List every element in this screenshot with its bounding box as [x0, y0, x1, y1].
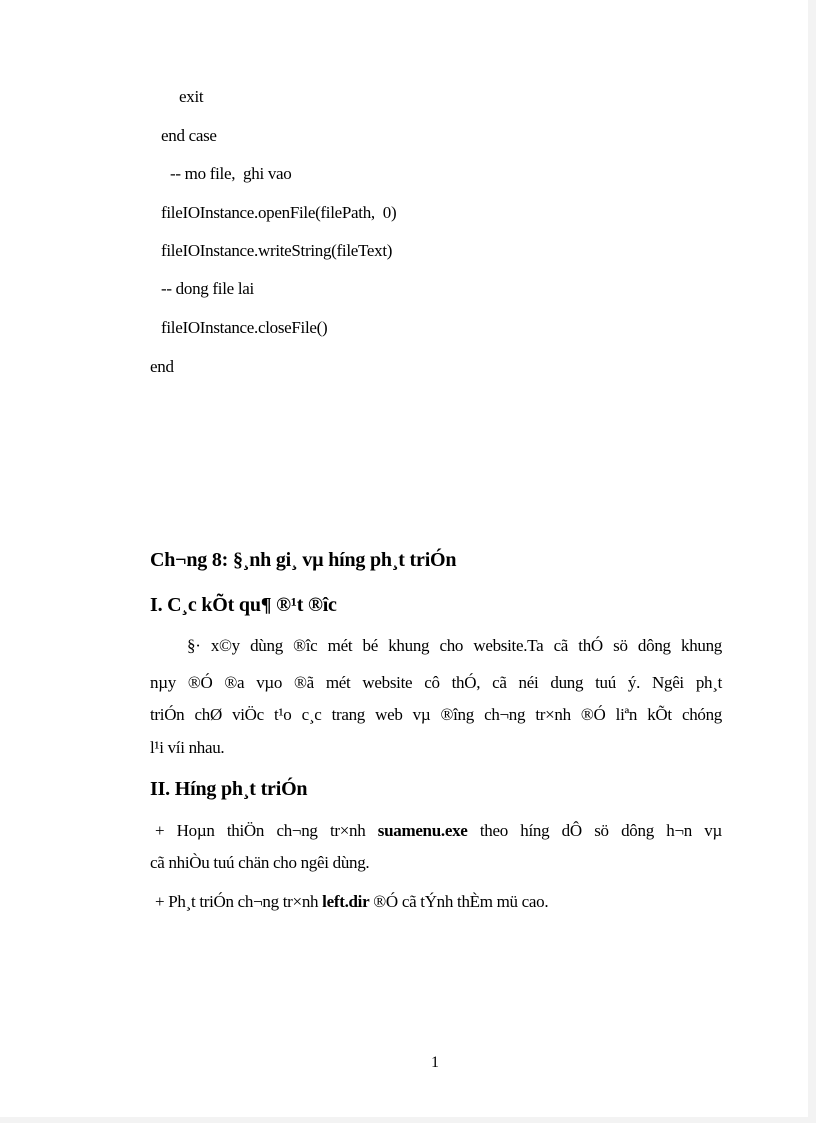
- code-line: exit: [179, 87, 204, 106]
- code-line: fileIOInstance.writeString(fileText): [161, 241, 393, 260]
- code-line: -- mo file, ghi vao: [170, 164, 292, 183]
- paragraph-line: triÓn chØ viÖc t¹o c¸c trang web vµ ®îng ch¬ng tr×nh ®Ó liªn kÕt chóng: [150, 705, 722, 724]
- list-item-text: ®Ó cã tÝnh thÈm mü cao.: [369, 892, 549, 911]
- program-name-left-dir: left.dir: [322, 892, 370, 911]
- code-line: fileIOInstance.openFile(filePath, 0): [161, 203, 397, 222]
- list-item-continuation: cã nhiÒu tuú chän cho ngêi dùng.: [150, 853, 370, 872]
- list-item-text: + Ph¸t triÓn ch¬ng tr×nh: [155, 892, 323, 911]
- paragraph-line: nµy ®Ó ®a vµo ®ã mét website cô thÓ, cã néi dung tuú ý. Ngêi ph¸t: [150, 673, 722, 692]
- list-item-text: + Hoµn thiÖn ch¬ng tr×nh: [155, 821, 378, 840]
- paragraph-line: §· x©y dùng ®îc mét bé khung cho website.Ta cã thÓ sö dông khung: [187, 636, 722, 655]
- page-right-edge: [808, 0, 816, 1123]
- page-number: 1: [431, 1054, 439, 1071]
- page-bottom-edge: [0, 1117, 816, 1123]
- list-item: [155, 892, 548, 912]
- section-heading-results: I. C¸c kÕt qu¶ ®¹t ®îc: [150, 594, 337, 616]
- list-item: [155, 821, 722, 841]
- code-line: fileIOInstance.closeFile(): [161, 318, 328, 337]
- paragraph-line: l¹i víi nhau.: [150, 738, 225, 757]
- program-name-suamenu: suamenu.exe: [377, 821, 468, 840]
- section-heading-development: II. Híng ph¸t triÓn: [150, 778, 308, 800]
- code-line: end: [150, 357, 174, 376]
- code-line: -- dong file lai: [161, 279, 254, 298]
- code-line: end case: [161, 126, 217, 145]
- list-item-text: theo híng dÔ sö dông h¬n vµ: [467, 821, 722, 840]
- chapter-title: Ch¬ng 8: §¸nh gi¸ vµ híng ph¸t triÓn: [150, 549, 457, 571]
